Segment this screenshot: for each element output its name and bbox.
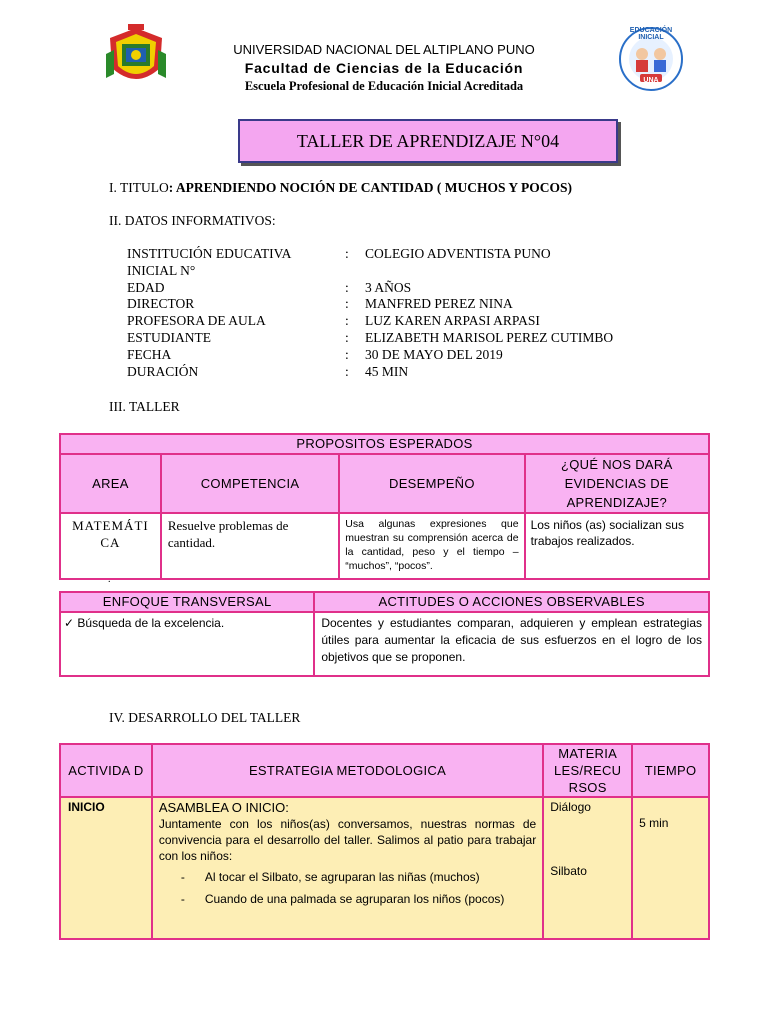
info-value: LUZ KAREN ARPASI ARPASI	[365, 313, 540, 328]
material-item: Diálogo	[550, 800, 591, 814]
section-taller: III. TALLER	[109, 399, 180, 414]
info-label: INICIAL N°	[127, 263, 196, 278]
header-competencia: COMPETENCIA	[161, 454, 339, 513]
section-title	[109, 180, 572, 196]
enfoque-table	[59, 591, 710, 677]
checkmark-icon: ✓	[64, 616, 75, 630]
badge-text-top: EDUCACIÓN INICIAL	[629, 27, 673, 41]
section-title-label: I. TITULO	[109, 180, 169, 195]
stray-dot: .	[108, 574, 111, 585]
cell-desempeno: Usa algunas expresiones que muestran su comprensión acerca de la cantidad, peso y el tiempo – “muchos”, “pocos”.	[339, 513, 524, 579]
enfoque-text: Búsqueda de la excelencia.	[77, 616, 225, 630]
info-value: COLEGIO ADVENTISTA PUNO	[365, 246, 551, 261]
info-label: DURACIÓN	[127, 364, 199, 379]
header-tiempo: TIEMPO	[632, 744, 709, 797]
list-item	[181, 888, 536, 910]
workshop-title-box: TALLER DE APRENDIZAJE N°04	[238, 119, 618, 163]
cell-enfoque	[60, 612, 314, 676]
material-item: Silbato	[550, 864, 587, 878]
header-materiales: MATERIA LES/RECU RSOS	[543, 744, 632, 797]
info-value: 45 MIN	[365, 364, 409, 379]
desarrollo-table	[59, 743, 710, 940]
header-actividad: ACTIVIDA D	[60, 744, 152, 797]
cell-actitudes: Docentes y estudiantes comparan, adquieren y emplean estrategias útiles para aumentar la eficacia de sus esfuerzos en el logro de los objetivos que se proponen.	[314, 612, 709, 676]
cell-tiempo: 5 min	[632, 797, 709, 939]
info-colon: :	[345, 364, 349, 379]
faculty-name: Facultad de Ciencias de la Educación	[244, 60, 524, 76]
cell-area: MATEMÁTI CA	[60, 513, 161, 579]
strategy-bullets	[159, 866, 536, 910]
info-colon: :	[345, 296, 349, 311]
info-value: ELIZABETH MARISOL PEREZ CUTIMBO	[365, 330, 614, 345]
school-name: Escuela Profesional de Educación Inicial Acreditada	[244, 79, 524, 93]
bullet-text: Al tocar el Silbato, se agruparan las niñas (muchos)	[204, 870, 480, 884]
cell-estrategia	[152, 797, 543, 939]
university-name: UNIVERSIDAD NACIONAL DEL ALTIPLANO PUNO	[233, 42, 535, 57]
info-colon: :	[345, 347, 349, 362]
info-value: 3 AÑOS	[365, 280, 412, 295]
info-colon: :	[345, 313, 349, 328]
section-title-value: APRENDIENDO NOCIÓN DE CANTIDAD ( MUCHOS Y POCOS)	[173, 180, 573, 195]
section-datos-informativos: II. DATOS INFORMATIVOS:	[109, 213, 276, 228]
header-estrategia: ESTRATEGIA METODOLOGICA	[152, 744, 543, 797]
info-colon: :	[345, 330, 349, 345]
header-area: AREA	[60, 454, 161, 513]
bullet-text: Cuando de una palmada se agruparan los niños (pocos)	[204, 892, 505, 906]
strategy-title: ASAMBLEA O INICIO:	[158, 800, 289, 815]
bullet-dash: -	[180, 870, 185, 884]
info-label: DIRECTOR	[127, 296, 195, 311]
info-colon: :	[345, 246, 349, 261]
cell-actividad: INICIO	[60, 797, 152, 939]
strategy-text: Juntamente con los niños(as) conversamos, nuestras normas de convivencia para el desarrollo del taller. Salimos al patio para trabajar con los niños:	[158, 817, 537, 863]
info-label: EDAD	[127, 280, 165, 295]
badge-text-bottom: UNA	[643, 77, 659, 84]
educacion-inicial-badge-logo	[618, 26, 684, 92]
header-enfoque: ENFOQUE TRANSVERSAL	[60, 592, 314, 612]
info-label: PROFESORA DE AULA	[127, 313, 266, 328]
bullet-dash: -	[180, 892, 185, 906]
section-desarrollo: IV. DESARROLLO DEL TALLER	[109, 710, 301, 725]
cell-materiales	[543, 797, 632, 939]
header-evidencias: ¿QUÉ NOS DARÁ EVIDENCIAS DE APRENDIZAJE?	[525, 454, 709, 513]
header-desempeno: DESEMPEÑO	[339, 454, 524, 513]
info-label: ESTUDIANTE	[127, 330, 211, 345]
info-value: MANFRED PEREZ NINA	[365, 296, 513, 311]
info-colon: :	[345, 280, 349, 295]
propositos-caption: PROPOSITOS ESPERADOS	[60, 434, 709, 454]
propositos-table	[59, 433, 710, 580]
section-title-colon: :	[168, 180, 174, 195]
list-item	[181, 866, 536, 888]
info-value: 30 DE MAYO DEL 2019	[365, 347, 503, 362]
header-actitudes: ACTITUDES O ACCIONES OBSERVABLES	[314, 592, 709, 612]
cell-competencia: Resuelve problemas de cantidad.	[161, 513, 339, 579]
info-label: FECHA	[127, 347, 172, 362]
cell-evidencias: Los niños (as) socializan sus trabajos realizados.	[525, 513, 709, 579]
info-label: INSTITUCIÓN EDUCATIVA	[127, 246, 292, 261]
